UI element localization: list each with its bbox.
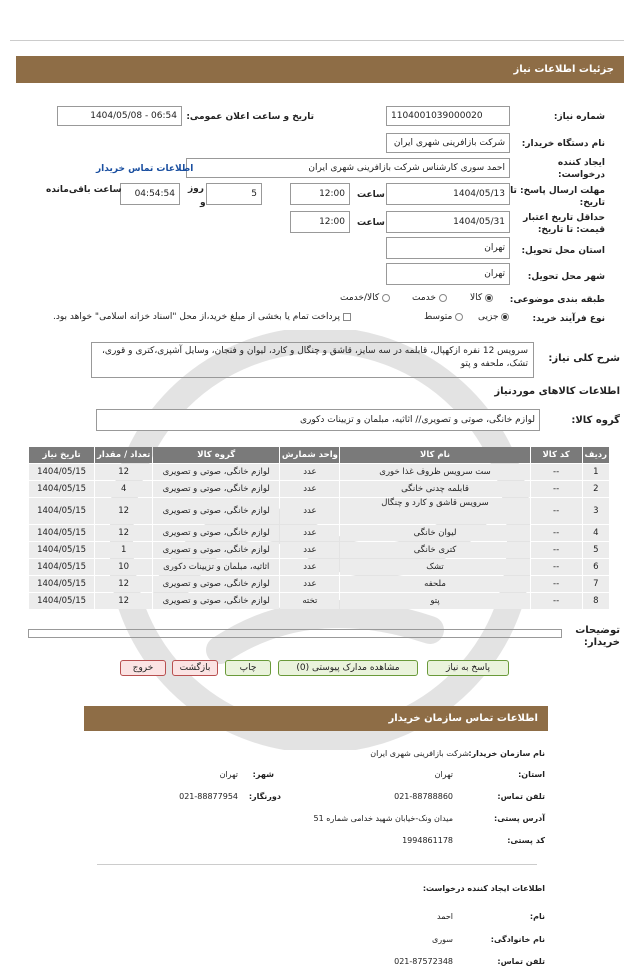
cell-date: 1404/05/15 bbox=[29, 542, 94, 558]
creator-field[interactable]: احمد سوری کارشناس شرکت بازافرینی شهری ایران bbox=[186, 158, 510, 178]
cell-unit: عدد bbox=[280, 481, 339, 497]
cell-qty: 4 bbox=[95, 481, 152, 497]
category-option-goods[interactable] bbox=[470, 293, 493, 303]
reply-time-label: ساعت bbox=[357, 190, 385, 200]
cell-unit: عدد bbox=[280, 464, 339, 480]
cell-group: لوازم خانگی، صوتی و تصویری bbox=[153, 481, 279, 497]
buyer-notes-label-1: توضیحات bbox=[575, 625, 620, 636]
announce-date-field[interactable]: 1404/05/08 - 06:54 bbox=[57, 106, 182, 126]
category-label: طبقه بندی موضوعی: bbox=[509, 295, 605, 305]
process-label: نوع فرآیند خرید: bbox=[532, 314, 605, 324]
process-option-medium[interactable] bbox=[424, 312, 463, 322]
radio-minor[interactable] bbox=[501, 313, 509, 321]
cell-unit: تخته bbox=[280, 593, 339, 609]
cell-group: لوازم خانگی، صوتی و تصویری bbox=[153, 464, 279, 480]
col-date: تاریخ نیاز bbox=[29, 447, 94, 463]
cell-unit: عدد bbox=[280, 525, 339, 541]
contact-city-label: شهر: bbox=[252, 770, 274, 779]
cell-qty: 12 bbox=[95, 593, 152, 609]
cell-code: -- bbox=[531, 559, 582, 575]
cell-date: 1404/05/15 bbox=[29, 464, 94, 480]
reply-time-field[interactable]: 12:00 bbox=[290, 183, 350, 205]
col-name: نام کالا bbox=[340, 447, 529, 463]
contact-postal-label: کد پستی: bbox=[507, 836, 545, 845]
payment-checkbox[interactable] bbox=[343, 313, 351, 321]
cell-date: 1404/05/15 bbox=[29, 593, 94, 609]
table-row[interactable] bbox=[29, 593, 609, 609]
cell-row: 3 bbox=[583, 498, 609, 524]
and-label: و bbox=[200, 198, 206, 208]
cell-row: 1 bbox=[583, 464, 609, 480]
cell-qty: 12 bbox=[95, 525, 152, 541]
cell-code: -- bbox=[531, 593, 582, 609]
province-label: استان محل تحویل: bbox=[521, 246, 605, 256]
buyer-contact-link[interactable]: اطلاعات تماس خریدار bbox=[96, 164, 194, 174]
cell-date: 1404/05/15 bbox=[29, 559, 94, 575]
radio-goods[interactable] bbox=[485, 294, 493, 302]
category-option-service[interactable] bbox=[412, 293, 447, 303]
col-group: گروه کالا bbox=[153, 447, 279, 463]
creator-label-1: ایجاد کننده bbox=[557, 158, 605, 168]
category-both-label: کالا/خدمت bbox=[340, 293, 380, 303]
goods-group-field: لوازم خانگی، صوتی و تصویری// اثاثیه، مبلمان و تزیینات دکوری bbox=[96, 409, 540, 431]
radio-service[interactable] bbox=[439, 294, 447, 302]
page-header bbox=[16, 56, 624, 83]
table-row[interactable] bbox=[29, 464, 609, 480]
cell-row: 6 bbox=[583, 559, 609, 575]
cell-unit: عدد bbox=[280, 576, 339, 592]
contact-org: شرکت بازافرینی شهری ایران bbox=[370, 749, 469, 758]
contact-org-label: نام سازمان خریدار: bbox=[468, 749, 545, 758]
table-row[interactable] bbox=[29, 542, 609, 558]
creator-name-label: نام: bbox=[529, 912, 545, 921]
validity-time-label: ساعت bbox=[357, 218, 385, 228]
category-option-both[interactable] bbox=[340, 293, 390, 303]
radio-medium[interactable] bbox=[455, 313, 463, 321]
cell-group: لوازم خانگی، صوتی و تصویری bbox=[153, 593, 279, 609]
creator-phone-label: تلفن تماس: bbox=[497, 957, 545, 966]
payment-note[interactable] bbox=[53, 312, 351, 322]
contact-province-label: استان: bbox=[518, 770, 545, 779]
province-field[interactable]: تهران bbox=[386, 237, 510, 259]
contact-section-title: اطلاعات تماس سازمان خریدار bbox=[388, 713, 538, 724]
table-row[interactable] bbox=[29, 481, 609, 497]
cell-name: تشک bbox=[340, 559, 529, 575]
validity-date-field[interactable]: 1404/05/31 bbox=[386, 211, 510, 233]
creator-family-label: نام خانوادگی: bbox=[490, 935, 545, 944]
city-label: شهر محل تحویل: bbox=[527, 272, 605, 282]
summary-label: شرح کلی نیاز: bbox=[548, 353, 620, 364]
col-code: کد کالا bbox=[531, 447, 582, 463]
contact-phone: 021-88788860 bbox=[394, 792, 453, 801]
contact-fax: 021-88877954 bbox=[179, 792, 238, 801]
contact-fax-label: دورنگار: bbox=[248, 792, 281, 801]
cell-date: 1404/05/15 bbox=[29, 576, 94, 592]
validity-label-2: قیمت: تا تاریخ: bbox=[537, 225, 605, 235]
time-remaining-label: ساعت باقی‌مانده bbox=[46, 185, 122, 195]
cell-qty: 12 bbox=[95, 464, 152, 480]
cell-qty: 10 bbox=[95, 559, 152, 575]
cell-row: 2 bbox=[583, 481, 609, 497]
buyer-org-field[interactable]: شرکت بازافرینی شهری ایران bbox=[386, 133, 510, 153]
creator-label-2: درخواست: bbox=[558, 170, 605, 180]
creator-phone: 021-87572348 bbox=[394, 957, 453, 966]
contact-city: تهران bbox=[219, 770, 238, 779]
cell-date: 1404/05/15 bbox=[29, 525, 94, 541]
cell-code: -- bbox=[531, 576, 582, 592]
radio-both[interactable] bbox=[382, 294, 390, 302]
process-minor-label: جزیی bbox=[478, 312, 499, 322]
reply-deadline-label-1: مهلت ارسال پاسخ: تا bbox=[510, 186, 605, 196]
cell-name: قابلمه چدنی خانگی bbox=[340, 481, 529, 497]
time-remaining-field: 04:54:54 bbox=[120, 183, 180, 205]
view-attachments-button[interactable]: مشاهده مدارک پیوستی (0) bbox=[278, 660, 418, 676]
cell-name: کتری خانگی bbox=[340, 542, 529, 558]
print-button[interactable]: چاپ bbox=[225, 660, 271, 676]
contact-section-header bbox=[84, 706, 548, 731]
col-row: ردیف bbox=[583, 447, 609, 463]
reply-button[interactable]: پاسخ به نیاز bbox=[427, 660, 509, 676]
category-service-label: خدمت bbox=[412, 293, 436, 303]
cell-qty: 1 bbox=[95, 542, 152, 558]
cell-group: لوازم خانگی، صوتی و تصویری bbox=[153, 576, 279, 592]
cell-group: اثاثیه، مبلمان و تزیینات دکوری bbox=[153, 559, 279, 575]
buyer-notes-label-2: خریدار: bbox=[583, 637, 620, 648]
payment-note-label: پرداخت تمام یا بخشی از مبلغ خرید،از محل "اسناد خزانه اسلامی" خواهد بود. bbox=[53, 312, 341, 322]
goods-group-label: گروه کالا: bbox=[571, 415, 620, 426]
reply-date-field[interactable]: 1404/05/13 bbox=[386, 183, 510, 205]
need-number-field[interactable]: 1104001039000020 bbox=[386, 106, 510, 126]
exit-button[interactable]: خروج bbox=[120, 660, 166, 676]
contact-province: تهران bbox=[434, 770, 453, 779]
items-table bbox=[28, 446, 610, 610]
cell-name: ست سرویس ظروف غذا خوری bbox=[340, 464, 529, 480]
buyer-org-label: نام دستگاه خریدار: bbox=[521, 139, 605, 149]
cell-code: -- bbox=[531, 498, 582, 524]
back-button[interactable]: بازگشت bbox=[172, 660, 218, 676]
table-header-row bbox=[29, 447, 609, 463]
summary-text: سرویس 12 نفره ازکهپال، قابلمه در سه سایز، قاشق و چنگال و کارد، لیوان و فنجان، وسایل آشپزی،کتری و قوری، تشک، ملحفه و پتو bbox=[91, 342, 534, 378]
reply-deadline-label-2: تاریخ: bbox=[579, 198, 605, 208]
goods-info-title: اطلاعات کالاهای موردنیاز bbox=[494, 386, 620, 397]
cell-row: 7 bbox=[583, 576, 609, 592]
process-option-minor[interactable] bbox=[478, 312, 509, 322]
validity-time-field[interactable]: 12:00 bbox=[290, 211, 350, 233]
cell-name: ملحفه bbox=[340, 576, 529, 592]
contact-phone-label: تلفن تماس: bbox=[497, 792, 545, 801]
table-row[interactable] bbox=[29, 576, 609, 592]
city-field[interactable]: تهران bbox=[386, 263, 510, 285]
cell-code: -- bbox=[531, 464, 582, 480]
table-row[interactable] bbox=[29, 498, 609, 524]
validity-label-1: حداقل تاریخ اعتبار bbox=[523, 213, 605, 223]
announce-date-label: تاریخ و ساعت اعلان عمومی: bbox=[186, 112, 314, 122]
cell-group: لوازم خانگی، صوتی و تصویری bbox=[153, 525, 279, 541]
cell-name: سرویس قاشق و کارد و چنگال bbox=[340, 498, 529, 524]
cell-unit: عدد bbox=[280, 498, 339, 524]
cell-unit: عدد bbox=[280, 559, 339, 575]
cell-qty: 12 bbox=[95, 498, 152, 524]
cell-unit: عدد bbox=[280, 542, 339, 558]
cell-date: 1404/05/15 bbox=[29, 481, 94, 497]
cell-code: -- bbox=[531, 481, 582, 497]
cell-name: پتو bbox=[340, 593, 529, 609]
page-title: جزئیات اطلاعات نیاز bbox=[513, 64, 614, 75]
category-goods-label: کالا bbox=[470, 293, 483, 303]
cell-date: 1404/05/15 bbox=[29, 498, 94, 524]
cell-name: لیوان خانگی bbox=[340, 525, 529, 541]
cell-qty: 12 bbox=[95, 576, 152, 592]
contact-address: میدان ونک-خیابان شهید خدامی شماره 51 bbox=[313, 814, 453, 823]
creator-family: سوری bbox=[432, 935, 453, 944]
cell-code: -- bbox=[531, 525, 582, 541]
cell-row: 8 bbox=[583, 593, 609, 609]
contact-address-label: آدرس پستی: bbox=[494, 814, 545, 823]
table-row[interactable] bbox=[29, 525, 609, 541]
buyer-notes-field[interactable] bbox=[28, 629, 562, 638]
cell-group: لوازم خانگی، صوتی و تصویری bbox=[153, 542, 279, 558]
col-unit: واحد شمارش bbox=[280, 447, 339, 463]
table-row[interactable] bbox=[29, 559, 609, 575]
cell-row: 5 bbox=[583, 542, 609, 558]
creator-name: احمد bbox=[437, 912, 453, 921]
cell-code: -- bbox=[531, 542, 582, 558]
contact-postal: 1994861178 bbox=[402, 836, 453, 845]
days-label: روز bbox=[188, 184, 204, 194]
process-medium-label: متوسط bbox=[424, 312, 453, 322]
col-qty: تعداد / مقدار bbox=[95, 447, 152, 463]
need-number-label: شماره نیاز: bbox=[553, 112, 605, 122]
cell-row: 4 bbox=[583, 525, 609, 541]
creator-info-title: اطلاعات ایجاد کننده درخواست: bbox=[422, 884, 545, 893]
top-divider bbox=[10, 40, 624, 41]
cell-group: لوازم خانگی، صوتی و تصویری bbox=[153, 498, 279, 524]
days-remaining-field: 5 bbox=[206, 183, 262, 205]
contact-divider bbox=[97, 864, 537, 865]
